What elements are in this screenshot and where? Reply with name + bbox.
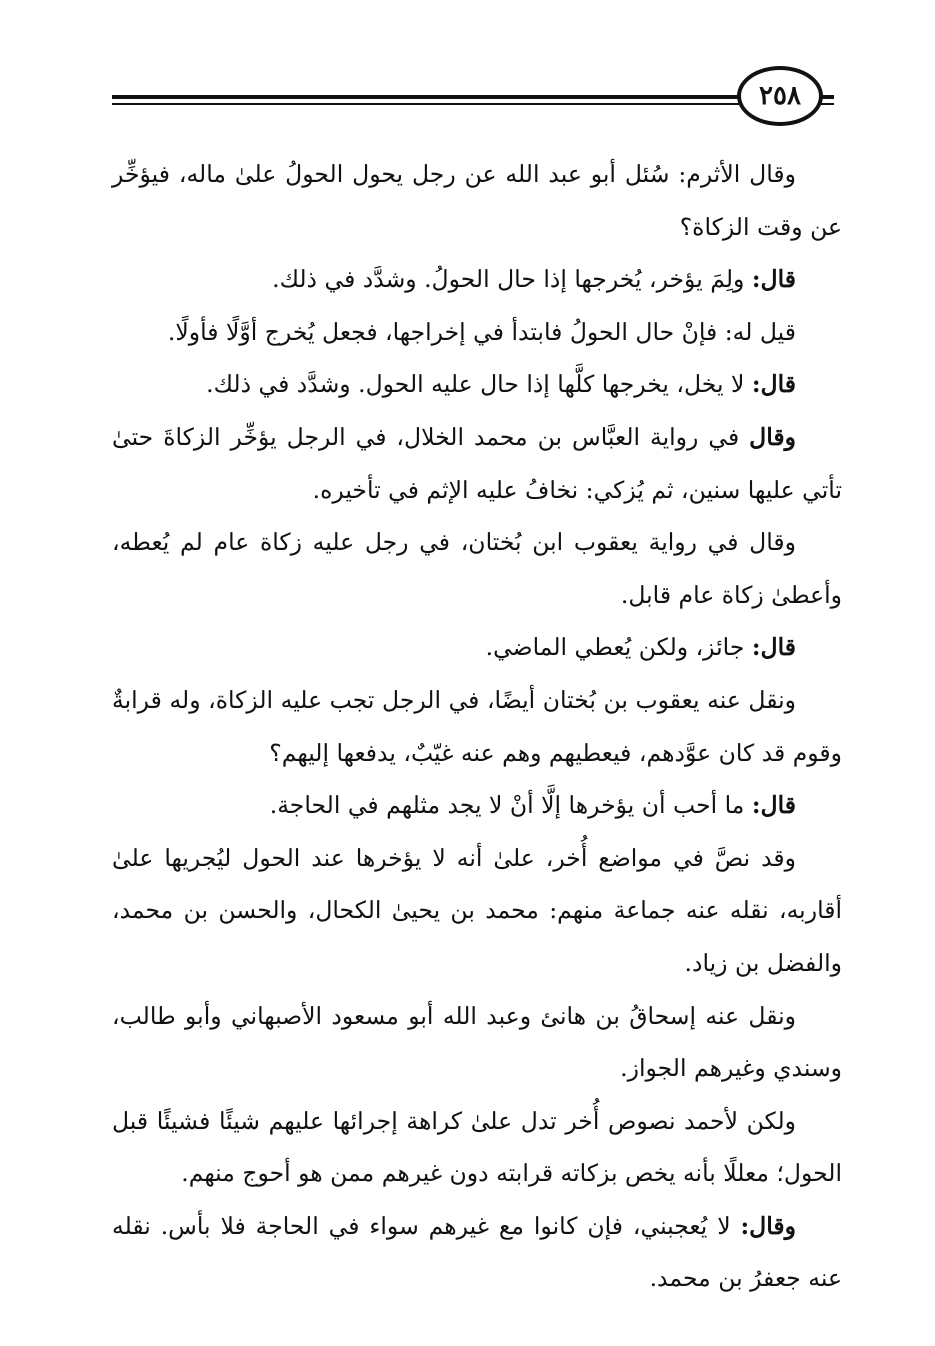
paragraph — [112, 148, 842, 253]
paragraph-text: ونقل عنه يعقوب بن بُختان أيضًا، في الرجل تجب عليه الزكاة، وله قرابةٌ وقوم قد كان عوَّدهم، فيعطيهم وهم عنه غيّبٌ، يدفعها إليهم؟ — [112, 685, 842, 767]
paragraph — [112, 674, 842, 779]
paragraph — [112, 516, 842, 621]
paragraph-lead: قال: — [751, 791, 796, 820]
paragraph-text: وقال الأثرم: سُئل أبو عبد الله عن رجل يحول الحولُ علىٰ ماله، فيؤخِّر عن وقت الزكاة؟ — [112, 160, 842, 241]
paragraph-lead: قال: — [751, 370, 796, 399]
paragraph-text: جائز، ولكن يُعطي الماضي. — [485, 633, 752, 662]
paragraph — [112, 253, 842, 306]
header-rule-right-thin — [820, 103, 834, 105]
paragraph — [112, 990, 842, 1095]
paragraph — [112, 832, 842, 990]
paragraph-text: ما أحب أن يؤخرها إلَّا أنْ لا يجد مثلهم في الحاجة. — [269, 791, 752, 820]
page-body — [112, 148, 842, 1305]
header-rule-thin — [112, 103, 740, 105]
paragraph — [112, 621, 842, 674]
paragraph-text: في رواية العبَّاس بن محمد الخلال، في الرجل يؤخِّر الزكاةَ حتىٰ تأتي عليها سنين، ثم يُزكي: نخافُ عليه الإثم في تأخيره. — [112, 422, 842, 504]
page-number: ٢٥٨ — [759, 81, 801, 111]
paragraph-text: قيل له: فإنْ حال الحولُ فابتدأ في إخراجها، فجعل يُخرج أوَّلًا فأولًا. — [167, 317, 796, 346]
paragraph-lead: وقال — [749, 422, 796, 451]
paragraph-text: ونقل عنه إسحاقُ بن هانئ وعبد الله أبو مسعود الأصبهاني وأبو طالب، وسندي وغيرهم الجواز. — [112, 1001, 842, 1083]
paragraph-lead: قال: — [751, 265, 796, 294]
paragraph-text: لا يخل، يخرجها كلَّها إذا حال عليه الحول. وشدَّد في ذلك. — [206, 370, 752, 399]
paragraph — [112, 779, 842, 832]
page-header — [0, 0, 935, 150]
paragraph — [112, 358, 842, 411]
header-rule-thick — [112, 95, 740, 99]
paragraph-text: لا يُعجبني، فإن كانوا مع غيرهم سواء في الحاجة فلا بأس. نقله عنه جعفرُ بن محمد. — [112, 1211, 842, 1293]
paragraph — [112, 1200, 842, 1305]
paragraph — [112, 1095, 842, 1200]
paragraph-text: ولكن لأحمد نصوص أُخر تدل علىٰ كراهة إجرائها عليهم شيئًا فشيئًا قبل الحول؛ معللًا بأنه يخص بزكاته قرابته دون غيرهم ممن هو أحوج منهم. — [112, 1106, 842, 1188]
paragraph-lead: وقال: — [740, 1211, 796, 1240]
paragraph-text: وقد نصَّ في مواضع أُخر، علىٰ أنه لا يؤخرها عند الحول ليُجريها علىٰ أقاربه، نقله عنه جماعة منهم: محمد بن يحيىٰ الكحال، والحسن بن محمد، والفضل بن زياد. — [112, 843, 842, 977]
page-number-badge — [737, 66, 823, 126]
paragraph-text: ولِمَ يؤخر، يُخرجها إذا حال الحولُ. وشدَّد في ذلك. — [272, 265, 752, 294]
paragraph-lead: قال: — [751, 633, 796, 662]
paragraph — [112, 411, 842, 516]
paragraph — [112, 306, 842, 359]
paragraph-text: وقال في رواية يعقوب ابن بُختان، في رجل عليه زكاة عام لم يُعطه، وأعطىٰ زكاة عام قابل. — [112, 528, 842, 609]
